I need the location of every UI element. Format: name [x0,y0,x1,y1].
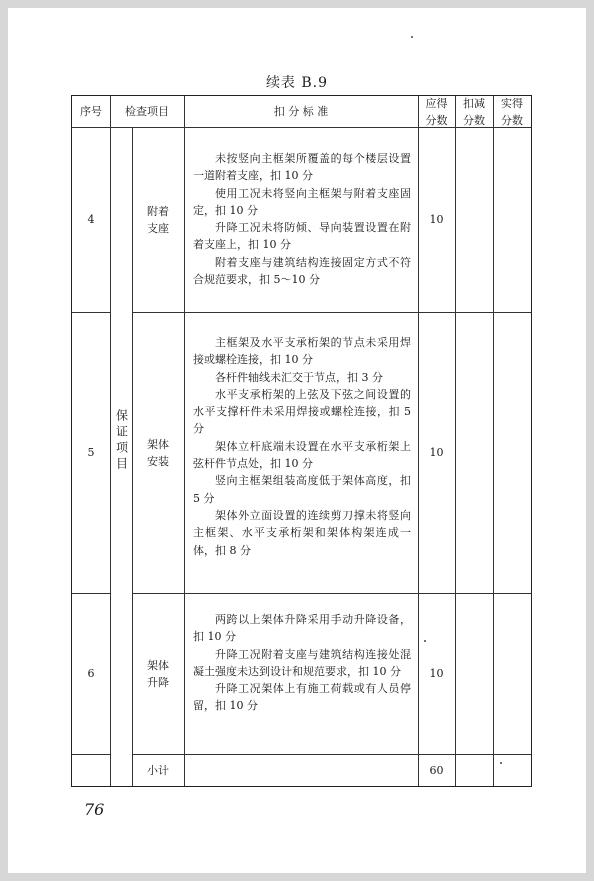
row6-standard-item: 两跨以上架体升降采用手动升降设备，扣 10 分 [193,613,411,644]
scan-speck [424,640,426,642]
header-deduct-line1: 扣减 [463,96,485,110]
row6-seq: 6 [87,667,95,680]
row4-standard-item: 升降工况未将防倾、导向装置设置在附着支座上，扣 10 分 [193,221,411,252]
header-item: 检查项目 [125,105,169,118]
row4-item [132,127,184,312]
row5-standard [193,334,411,559]
row4-standard-item: 附着支座与建筑结构连接固定方式不符合规范要求，扣 5～10 分 [193,255,411,287]
row5-item-line1: 架体 [147,437,169,451]
row6-standard-item: 升降工况附着支座与建筑结构连接处混凝土强度未达到设计和规范要求，扣 10 分 [193,647,411,678]
row6-score: 10 [429,667,444,680]
header-deduct-line2: 分数 [463,113,485,127]
header-due-line2: 分数 [425,113,448,127]
header-actual-line1: 实得 [501,96,523,110]
header-due-line1: 应得 [425,96,448,110]
row6-item-line1: 架体 [147,658,169,672]
row5-standard-item: 竖向主框架组装高度低于架体高度，扣 5 分 [193,474,411,505]
header-deduct-score [455,96,493,127]
row5-seq: 5 [87,446,95,459]
row5-score: 10 [429,446,444,459]
row5-item [132,312,184,593]
header-seq: 序号 [80,105,102,118]
row6-item [132,593,184,754]
row6-item-line2: 升降 [147,675,169,689]
header-actual-score [493,96,531,127]
group-label-text: 保证项目 [114,408,129,473]
scan-speck [411,36,413,38]
row5-standard-item: 主框架及水平支承桁架的节点未采用焊接或螺栓连接，扣 10 分 [193,336,411,367]
header-actual-line2: 分数 [501,113,523,127]
row4-item-line1: 附着 [147,204,169,218]
scan-speck [500,762,502,764]
row5-standard-item: 各杆件轴线未汇交于节点，扣 3 分 [215,370,383,384]
header-due-score [418,96,455,127]
row6-standard-item: 升降工况架体上有施工荷载或有人员停留，扣 10 分 [193,682,411,713]
group-label [110,127,132,754]
subtotal-label: 小计 [147,763,169,777]
row5-standard-item: 架体立杆底端未设置在水平支承桁架上弦杆件节点处，扣 10 分 [193,439,411,471]
table-caption: 续表 B.9 [265,75,329,91]
page-number: 76 [84,800,105,819]
header-standard: 扣 分 标 准 [273,105,329,118]
inspection-table [71,95,532,787]
row5-standard-item: 水平支承桁架的上弦及下弦之间设置的水平支撑杆件未采用焊接或螺栓连接，扣 5 分 [193,387,411,436]
row6-standard [193,611,411,715]
row4-score: 10 [429,213,444,226]
subtotal-score: 60 [429,763,444,777]
row4-standard-item: 未按竖向主框架所覆盖的每个楼层设置一道附着支座，扣 10 分 [193,152,411,183]
row4-seq: 4 [87,213,95,226]
row4-item-line2: 支座 [147,221,169,235]
row5-standard-item: 架体外立面设置的连续剪刀撑未将竖向主框架、水平支承桁架和架体构架连成一体，扣 8 分 [193,508,411,557]
row4-standard-item: 使用工况未将竖向主框架与附着支座固定，扣 10 分 [193,186,411,217]
row4-standard [193,150,411,288]
row5-item-line2: 安装 [147,454,169,468]
